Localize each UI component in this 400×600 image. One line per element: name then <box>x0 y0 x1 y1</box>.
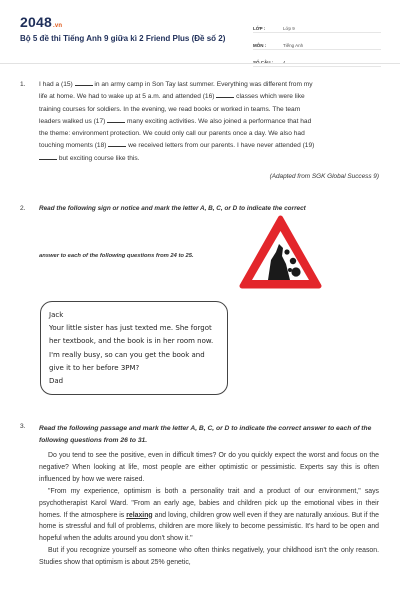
passage-source: (Adapted from SGK Global Success 9) <box>269 173 379 180</box>
falling-rocks-sign <box>238 214 323 290</box>
note-line: Dad <box>49 377 64 386</box>
note-line: her textbook, and the book is in her room now. <box>49 337 214 346</box>
note-line: give it to her before 3PM? <box>49 363 140 372</box>
blank-19[interactable] <box>39 153 57 160</box>
question-3-passage <box>39 450 379 569</box>
meta-label: LỚP : <box>253 26 266 31</box>
blank-15[interactable] <box>75 79 93 86</box>
question-1-number: 1. <box>20 81 26 88</box>
document-title: Bộ 5 đề thi Tiếng Anh 9 giữa kì 2 Friend Plus (Đề số 2) <box>20 34 226 43</box>
text: "From my experience, optimism is both a personality trait and a product of our environment," says psychotherapist Karol Ward. "From an early age, babies and children pick up the emotional vibes in their homes. If the atmosphere is <box>39 487 379 519</box>
text: life at home. We had to wake up at 5 a.m. and attended (16) <box>39 93 215 101</box>
meta-row-count <box>253 50 381 67</box>
text: in an army camp in Son Tay last summer. Everything was different from my <box>94 81 313 88</box>
blank-17[interactable] <box>107 116 125 123</box>
text: touching moments (18) <box>39 142 107 150</box>
question-2-instruction-cont: answer to each of the following questions from 24 to 25. <box>39 253 194 259</box>
blank-18[interactable] <box>108 140 126 147</box>
passage-paragraph-3: But if you recognize yourself as someone who often thinks negatively, your childhood isn't the only reason. Studies show that optimism is about 25% genetic, <box>39 547 379 567</box>
header-divider <box>0 63 400 64</box>
text: leaders walked us (17) <box>39 117 106 125</box>
meta-table <box>253 16 381 67</box>
meta-row-subject <box>253 33 381 50</box>
text-message-note <box>40 301 228 395</box>
text: classes which were like <box>236 93 305 101</box>
meta-value: Lớp 9 <box>283 26 295 31</box>
rock-icon <box>290 258 296 264</box>
note-line: I'm really busy, so can you get the book and <box>49 350 205 359</box>
site-logo[interactable] <box>20 14 62 30</box>
meta-row-class <box>253 16 381 33</box>
blank-16[interactable] <box>216 91 234 98</box>
rock-icon <box>288 268 292 272</box>
text: and loving, children grow well even if they are naturally anxious. But if the home is stressful and full of problems, children are more likely to become pessimistic. It's hard to be open and hopeful when the adults around you don't show it." <box>39 511 379 543</box>
text: the theme: environment protection. We could only call our parents once a day. We also had <box>39 130 305 138</box>
question-2-instruction: Read the following sign or notice and mark the letter A, B, C, or D to indicate the correct <box>39 205 306 212</box>
text: many exciting activities. We also joined a performance that had <box>127 117 312 125</box>
highlighted-word: relaxing <box>126 511 153 519</box>
meta-label: MÔN : <box>253 43 267 48</box>
text: but exciting course like this. <box>58 154 140 162</box>
logo-main: 2048 <box>20 14 52 30</box>
note-line: Jack <box>49 311 64 319</box>
text: we received letters from our parents. I have never attended (19) <box>128 142 315 150</box>
passage-paragraph-1: Do you tend to see the positive, even in difficult times? Or do you quickly expect the worst and focus on the negative? When looking at life, most people are either optimistic or pessimistic. Experts say this is often influenced by how we were raised. <box>39 452 379 483</box>
question-3-instruction: Read the following passage and mark the letter A, B, C, or D to indicate the correct answer to each of the following questions from 26 to 31. <box>39 425 372 444</box>
text: I had a (15) <box>39 81 73 88</box>
text: training courses for soldiers. In the evening, we read books or worked in teams. The team <box>39 105 301 113</box>
rock-icon <box>284 249 289 254</box>
note-line: Your little sister has just texted me. She forgot <box>49 324 212 333</box>
logo-suffix: .vn <box>52 23 63 29</box>
question-2-number: 2. <box>20 205 26 212</box>
question-3-number: 3. <box>20 423 26 430</box>
rock-icon <box>291 267 300 276</box>
meta-value: Tiếng Anh <box>283 43 304 48</box>
passage-paragraph-2 <box>39 486 379 546</box>
question-1-passage <box>39 79 379 165</box>
